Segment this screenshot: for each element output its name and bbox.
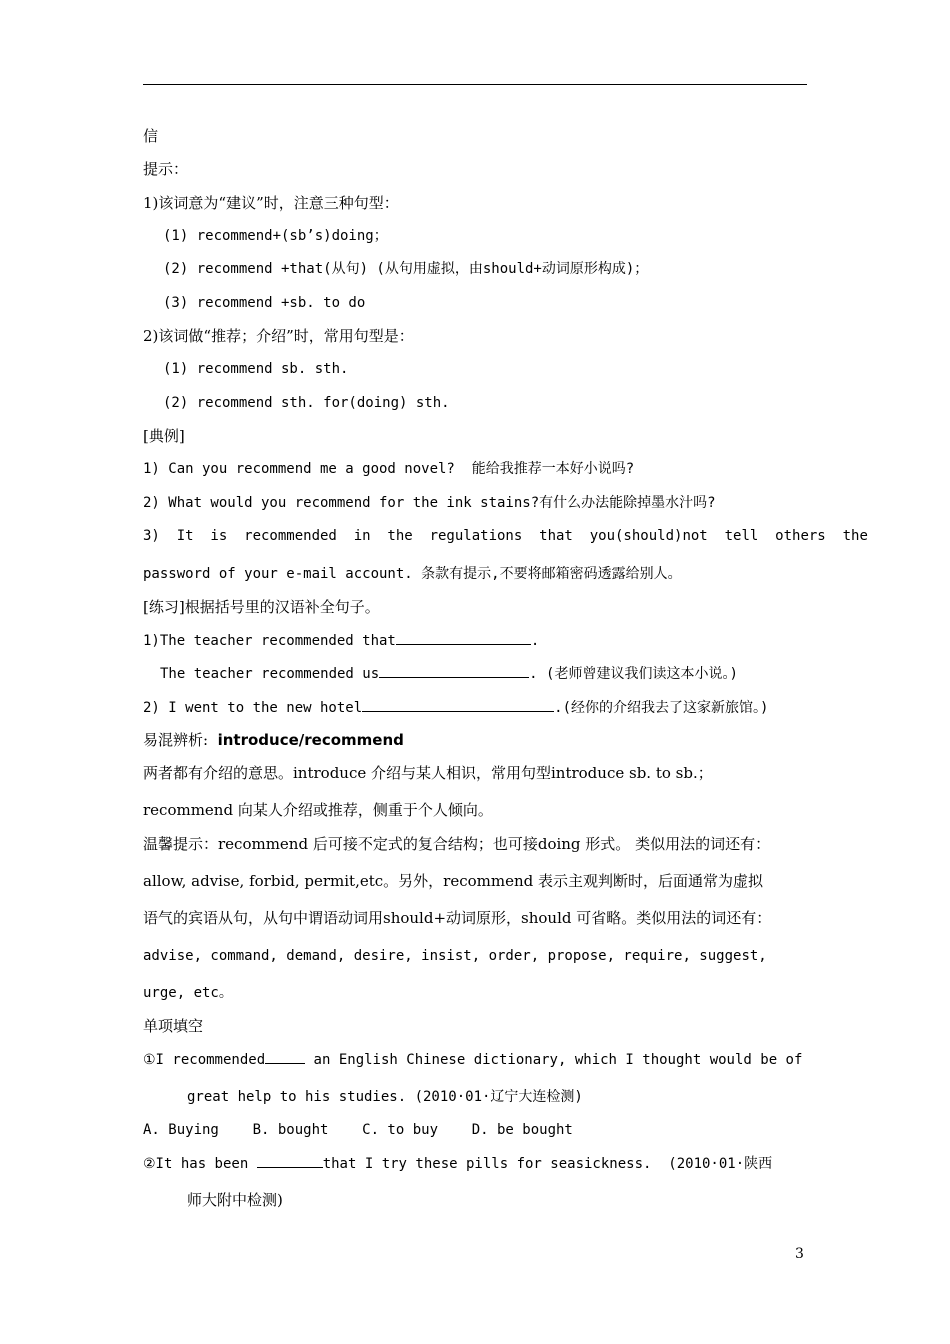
- question-text: an English Chinese dictionary, which I thought would be of: [305, 1052, 803, 1068]
- pattern-line: (2) recommend sth. for(doing) sth.: [163, 395, 450, 411]
- confusion-terms: introduce/recommend: [217, 731, 404, 749]
- fill-blank[interactable]: [265, 1049, 305, 1064]
- example-line: 2) What would you recommend for the ink stains?有什么办法能除掉墨水汁吗?: [143, 495, 716, 511]
- pattern-line: (1) recommend+(sb’s)doing；: [163, 228, 388, 244]
- fill-blank[interactable]: [396, 630, 531, 645]
- text-line: 两者都有介绍的意思。introduce 介绍与某人相识，常用句型introduce sb. to sb.；: [143, 764, 713, 782]
- text-line: 2)该词做“推荐；介绍”时，常用句型是：: [143, 327, 414, 345]
- tip-line: 语气的宾语从句，从句中谓语动词用should+动词原形，should 可省略。类似用法的词还有：: [143, 909, 772, 927]
- practice-text: 2) I went to the new hotel: [143, 700, 363, 716]
- confusion-line: [143, 730, 404, 750]
- hint-heading: 提示：: [143, 160, 189, 178]
- fill-blank[interactable]: [379, 663, 529, 678]
- practice-text: The teacher recommended us: [160, 666, 380, 682]
- tip-line: urge, etc。: [143, 985, 233, 1001]
- example-line: 3) It is recommended in the regulations that you(should)not tell others the: [143, 528, 868, 544]
- text-line: 1)该词意为“建议”时，注意三种句型：: [143, 194, 399, 212]
- practice-line: [143, 630, 539, 651]
- pattern-line: (3) recommend +sb. to do: [163, 295, 366, 311]
- question-line: 师大附中检测): [187, 1191, 283, 1209]
- practice-text: .: [530, 633, 540, 649]
- pattern-line: (1) recommend sb. sth.: [163, 361, 349, 377]
- example-line: 1) Can you recommend me a good novel? 能给我推荐一本好小说吗?: [143, 461, 635, 477]
- confusion-label: 易混辨析:: [143, 731, 218, 749]
- tip-line: advise, command, demand, desire, insist, order, propose, require, suggest,: [143, 948, 767, 964]
- question-text: ②It has been: [143, 1156, 257, 1172]
- practice-text: 1)The teacher recommended that: [143, 633, 396, 649]
- exercise-heading: 单项填空: [143, 1017, 204, 1035]
- header-rule: [143, 84, 807, 85]
- practice-line: [143, 697, 768, 718]
- tip-line: allow, advise, forbid, permit,etc。另外，recommend 表示主观判断时，后面通常为虚拟: [143, 872, 763, 890]
- question-line: [143, 1153, 772, 1174]
- page-number: 3: [795, 1246, 804, 1262]
- question-text: that I try these pills for seasickness. (2010·01·陕西: [322, 1156, 773, 1172]
- question-line: [143, 1049, 802, 1070]
- fill-blank[interactable]: [362, 697, 554, 712]
- question-line: great help to his studies. (2010·01·辽宁大连检测): [187, 1089, 583, 1105]
- tip-line: 温馨提示：recommend 后可接不定式的复合结构；也可接doing 形式。 类似用法的词还有：: [143, 835, 771, 853]
- example-line: password of your e-mail account. 条款有提示,不要将邮箱密码透露给别人。: [143, 566, 682, 582]
- pattern-line: (2) recommend +that(从句) (从句用虚拟，由should+动词原形构成)；: [163, 261, 649, 277]
- practice-text: .(经你的介绍我去了这家新旅馆。): [554, 700, 769, 716]
- practice-heading: [练习]根据括号里的汉语补全句子。: [143, 598, 380, 616]
- practice-line: [160, 663, 738, 684]
- examples-heading: [典例]: [143, 427, 185, 445]
- question-text: ①I recommended: [143, 1052, 266, 1068]
- practice-text: . (老师曾建议我们读这本小说。): [529, 666, 738, 682]
- text-line: recommend 向某人介绍或推荐，侧重于个人倾向。: [143, 801, 493, 819]
- fill-blank[interactable]: [257, 1153, 323, 1168]
- text-line: 信: [143, 127, 159, 145]
- options-line: A. Buying B. bought C. to buy D. be bought: [143, 1122, 573, 1138]
